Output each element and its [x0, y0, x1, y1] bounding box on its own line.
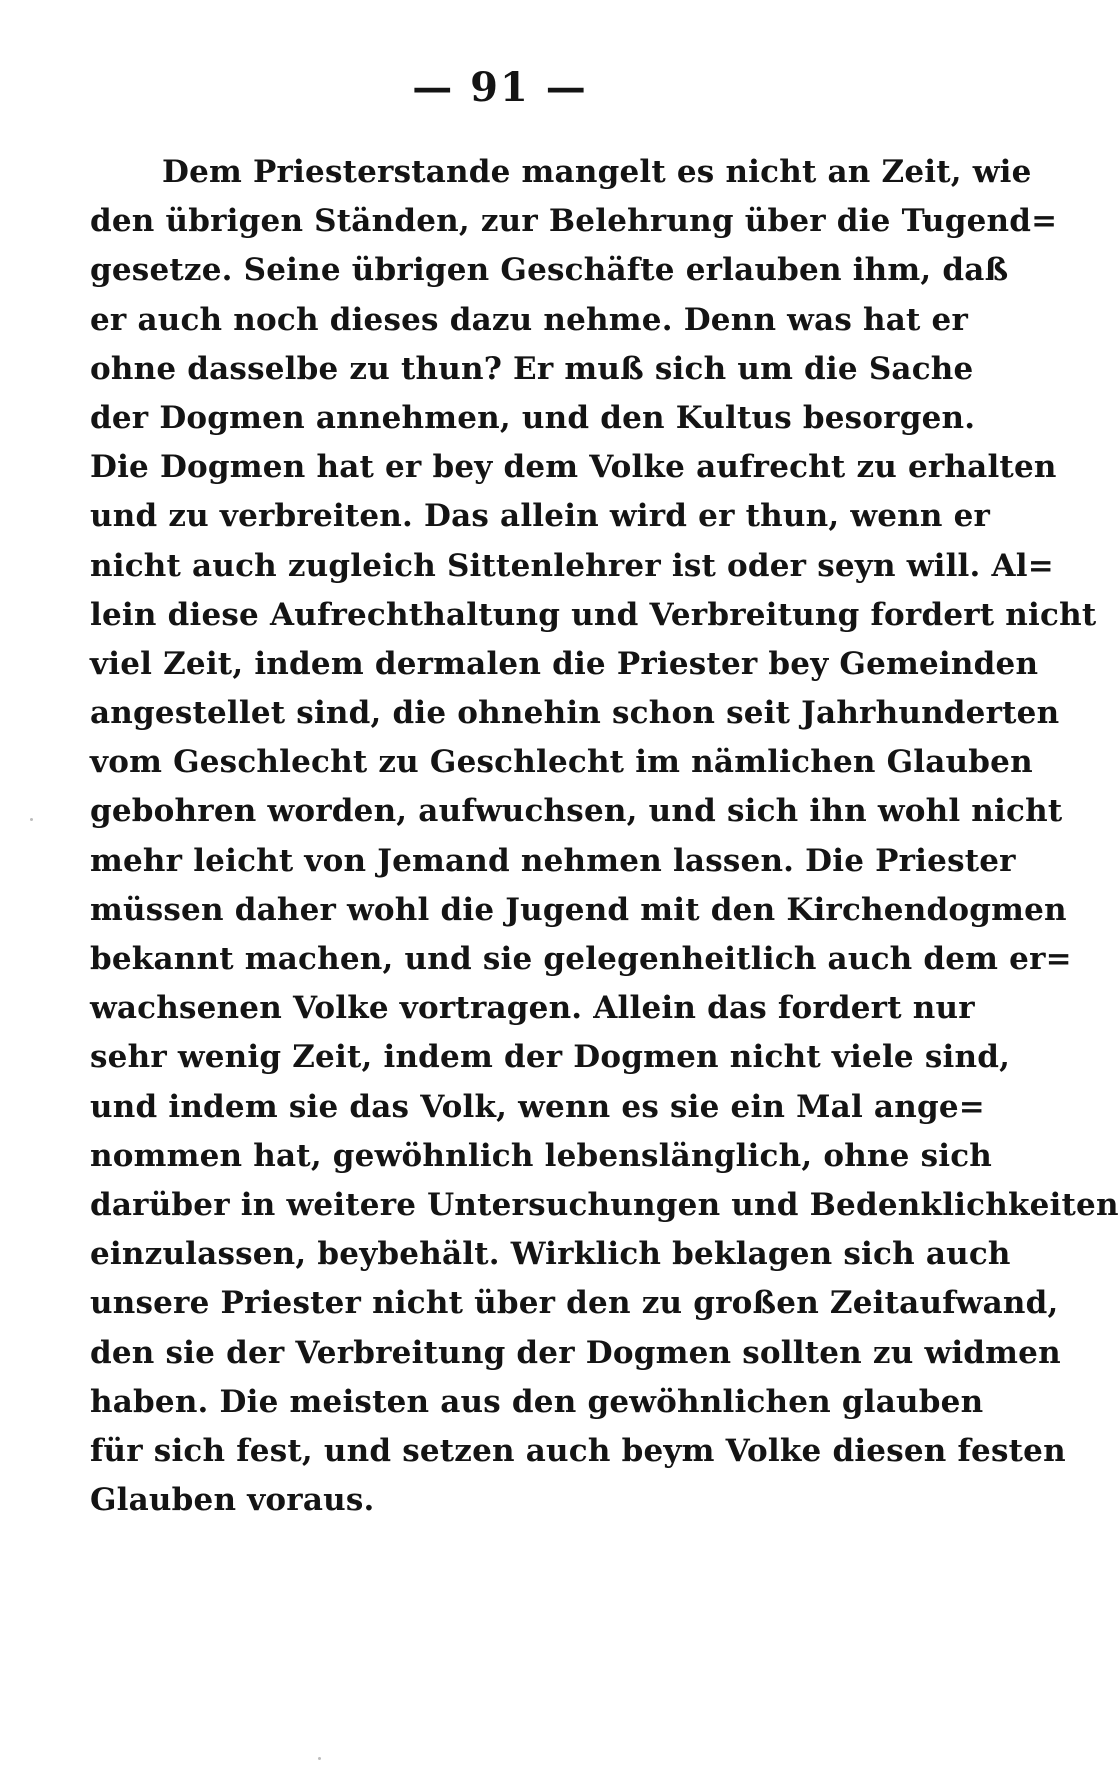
text-line: Glauben voraus. [90, 1482, 375, 1519]
text-line: viel Zeit, indem dermalen die Priester bey Gemeinden [90, 645, 1039, 682]
text-line: Die Dogmen hat er bey dem Volke aufrecht zu erhalten [90, 449, 1057, 486]
text-line: für sich fest, und setzen auch beym Volke diesen festen [90, 1432, 1066, 1469]
text-line: Dem Priesterstande mangelt es nicht an Zeit, wie [162, 154, 1032, 190]
page-number-header: — 91 — [412, 64, 588, 111]
text-line: wachsenen Volke vortragen. Allein das fordert nur [90, 990, 975, 1027]
text-line: den übrigen Ständen, zur Belehrung über die Tugend= [90, 203, 1058, 240]
text-line: nommen hat, gewöhnlich lebenslänglich, ohne sich [90, 1137, 993, 1174]
text-line: ohne dasselbe zu thun? Er muß sich um die Sache [90, 350, 974, 387]
text-line: haben. Die meisten aus den gewöhnlichen glauben [90, 1383, 984, 1420]
text-line: nicht auch zugleich Sittenlehrer ist oder seyn will. Al= [90, 547, 1054, 584]
text-line: gesetze. Seine übrigen Geschäfte erlauben ihm, daß [90, 252, 1009, 289]
text-line: den sie der Verbreitung der Dogmen sollten zu widmen [90, 1334, 1061, 1371]
text-line: müssen daher wohl die Jugend mit den Kirchendogmen [90, 891, 1067, 928]
text-line: lein diese Aufrechthaltung und Verbreitung fordert nicht [90, 596, 1097, 633]
paper-speck [30, 818, 33, 821]
text-line: er auch noch dieses dazu nehme. Denn was hat er [90, 301, 968, 338]
text-line: mehr leicht von Jemand nehmen lassen. Die Priester [90, 842, 1016, 879]
text-line: unsere Priester nicht über den zu großen Zeitaufwand, [90, 1285, 1059, 1322]
text-line: sehr wenig Zeit, indem der Dogmen nicht viele sind, [90, 1039, 1011, 1076]
text-line: darüber in weitere Untersuchungen und Bedenklichkeiten [90, 1186, 1119, 1223]
text-line: und zu verbreiten. Das allein wird er thun, wenn er [90, 498, 991, 535]
text-line: einzulassen, beybehält. Wirklich beklagen sich auch [90, 1236, 1011, 1273]
paper-speck [318, 1757, 321, 1760]
paragraph [90, 148, 1119, 1525]
text-line: angestellet sind, die ohnehin schon seit Jahrhunderten [90, 695, 1060, 732]
text-line: und indem sie das Volk, wenn es sie ein Mal ange= [90, 1088, 985, 1125]
text-line: vom Geschlecht zu Geschlecht im nämlichen Glauben [90, 744, 1033, 781]
text-line: gebohren worden, aufwuchsen, und sich ihn wohl nicht [90, 793, 1063, 830]
text-line: bekannt machen, und sie gelegenheitlich auch dem er= [90, 941, 1072, 977]
text-line: der Dogmen annehmen, und den Kultus besorgen. [90, 399, 976, 436]
